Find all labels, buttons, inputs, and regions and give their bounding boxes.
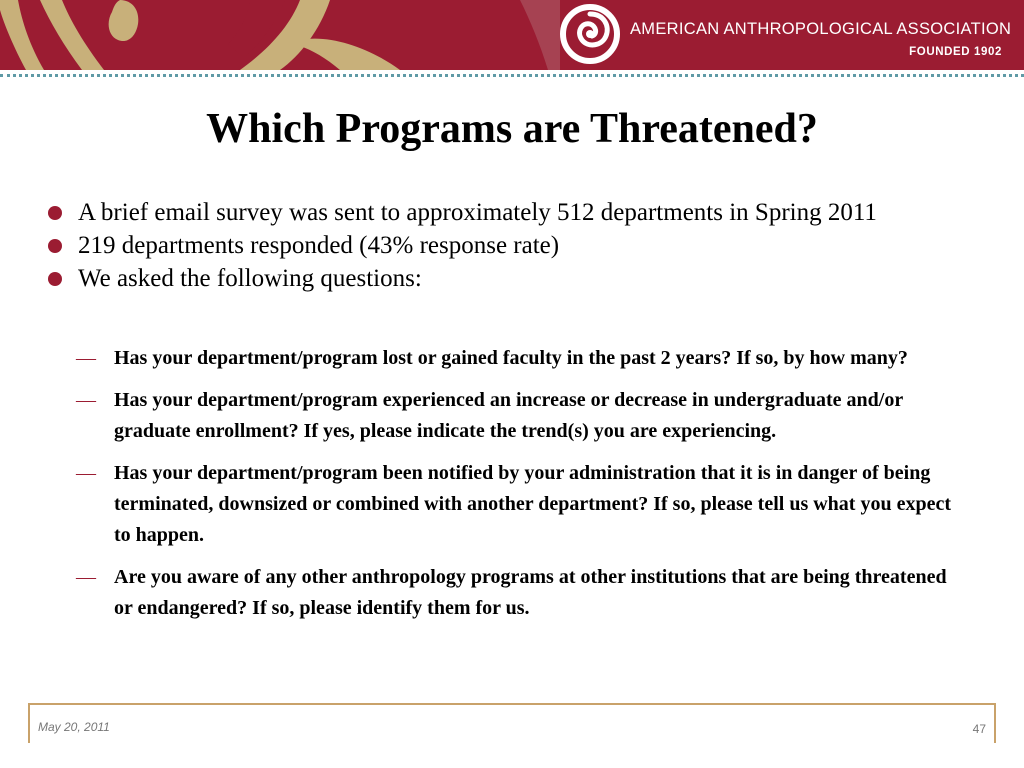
question-item <box>76 562 956 624</box>
footer-date: May 20, 2011 <box>38 720 110 734</box>
bullet-item <box>44 262 964 295</box>
footer-right-edge <box>994 703 996 743</box>
bullet-text: We asked the following questions: <box>78 265 422 292</box>
founded-year: FOUNDED 1902 <box>909 46 1002 58</box>
bullet-item <box>44 229 964 262</box>
slide-title: Which Programs are Threatened? <box>206 106 818 152</box>
bullet-dot-icon <box>48 239 62 253</box>
bullet-dot-icon <box>48 206 62 220</box>
question-text: Has your department/program lost or gained faculty in the past 2 years? If so, by how many? <box>114 347 908 369</box>
spiral-logo-icon <box>560 4 620 64</box>
dash-marker: — <box>76 462 96 484</box>
footer-divider <box>28 703 996 705</box>
organization-name: AMERICAN ANTHROPOLOGICAL ASSOCIATION <box>630 20 1012 38</box>
footer-left-edge <box>28 703 30 743</box>
page-number: 47 <box>972 722 986 736</box>
dash-marker: — <box>76 389 96 411</box>
bullet-dot-icon <box>48 272 62 286</box>
question-list <box>76 343 956 635</box>
bullet-text: A brief email survey was sent to approximately 512 departments in Spring 2011 <box>78 199 877 226</box>
bullet-text: 219 departments responded (43% response rate) <box>78 232 560 259</box>
dash-marker: — <box>76 566 96 588</box>
question-item <box>76 458 956 551</box>
header-banner <box>0 0 1024 70</box>
question-text: Are you aware of any other anthropology programs at other institutions that are being threatened or endangered? If so, please identify them for us. <box>114 566 947 619</box>
question-item <box>76 385 956 447</box>
dash-marker: — <box>76 347 96 369</box>
bullet-list <box>44 196 964 295</box>
question-text: Has your department/program been notified by your administration that it is in danger of being terminated, downsized or combined with another department? If so, please tell us what you expect to happen. <box>114 462 952 546</box>
question-item <box>76 343 956 374</box>
banner-decoration <box>0 0 560 70</box>
question-text: Has your department/program experienced an increase or decrease in undergraduate and/or graduate enrollment? If yes, please indicate the trend(s) you are experiencing. <box>114 389 903 442</box>
header-dotted-divider <box>0 74 1024 77</box>
bullet-item <box>44 196 964 229</box>
